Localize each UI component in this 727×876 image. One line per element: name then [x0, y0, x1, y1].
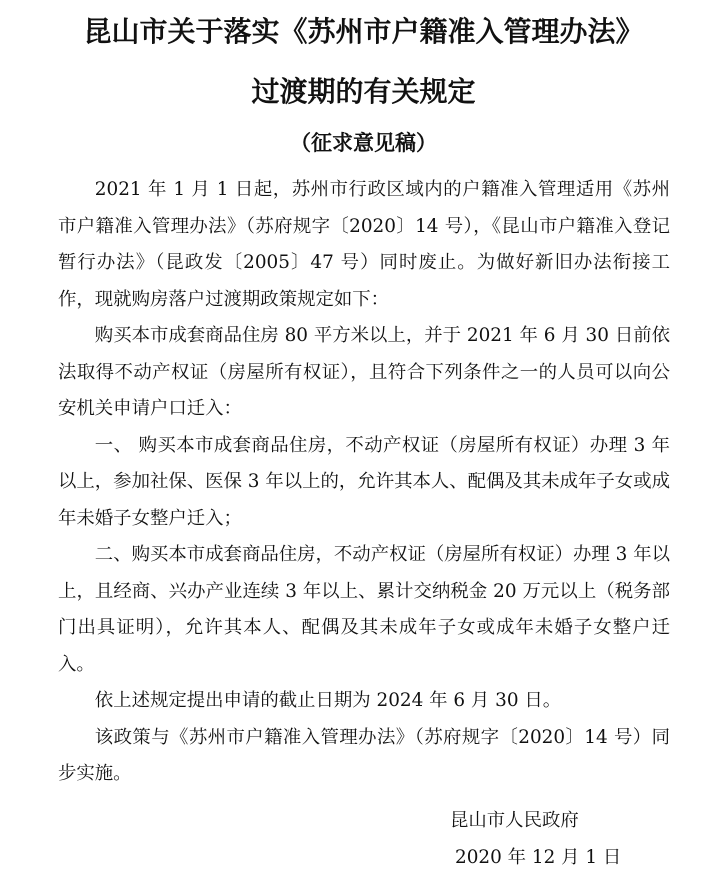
paragraph-condition-two: 二、购买本市成套商品住房，不动产权证（房屋所有权证）办理 3 年以上，且经商、兴办产业连续 3 年以上、累计交纳税金 20 万元以上（税务部门出具证明），允许其本人、配偶及其未成年子女或成年未婚子女整户迁入。: [58, 544, 670, 675]
document-title-line-1: 昆山市关于落实《苏州市户籍准入管理办法》: [83, 15, 644, 48]
paragraph-conditions: 购买本市成套商品住房 80 平方米以上，并于 2021 年 6 月 30 日前依法取得不动产权证（房屋所有权证），且符合下列条件之一的人员可以向公安机关申请户口迁入：: [58, 325, 670, 419]
paragraph-deadline: 依上述规定提出申请的截止日期为 2024 年 6 月 30 日。: [94, 690, 562, 711]
signature-organization: 昆山市人民政府: [450, 810, 579, 831]
signature-date: 2020 年 12 月 1 日: [455, 847, 622, 868]
paragraph-condition-one: 一、 购买本市成套商品住房，不动产权证（房屋所有权证）办理 3 年以上，参加社保、医保 3 年以上的，允许其本人、配偶及其未成年子女或成年未婚子女整户迁入；: [58, 434, 670, 529]
document-subtitle: （征求意见稿）: [290, 131, 437, 155]
paragraph-effective: 该政策与《苏州市户籍准入管理办法》（苏府规字〔2020〕14 号）同步实施。: [58, 726, 670, 784]
document-title-line-2: 过渡期的有关规定: [251, 75, 476, 108]
paragraph-intro: 2021 年 1 月 1 日起，苏州市行政区域内的户籍准入管理适用《苏州市户籍准入管理办法》（苏府规字〔2020〕14 号），《昆山市户籍准入登记暂行办法》（昆政发〔2005〕47 号）同时废止。为做好新旧办法衔接工作，现就购房落户过渡期政策规定如下：: [58, 179, 670, 310]
document-body: [58, 172, 670, 793]
